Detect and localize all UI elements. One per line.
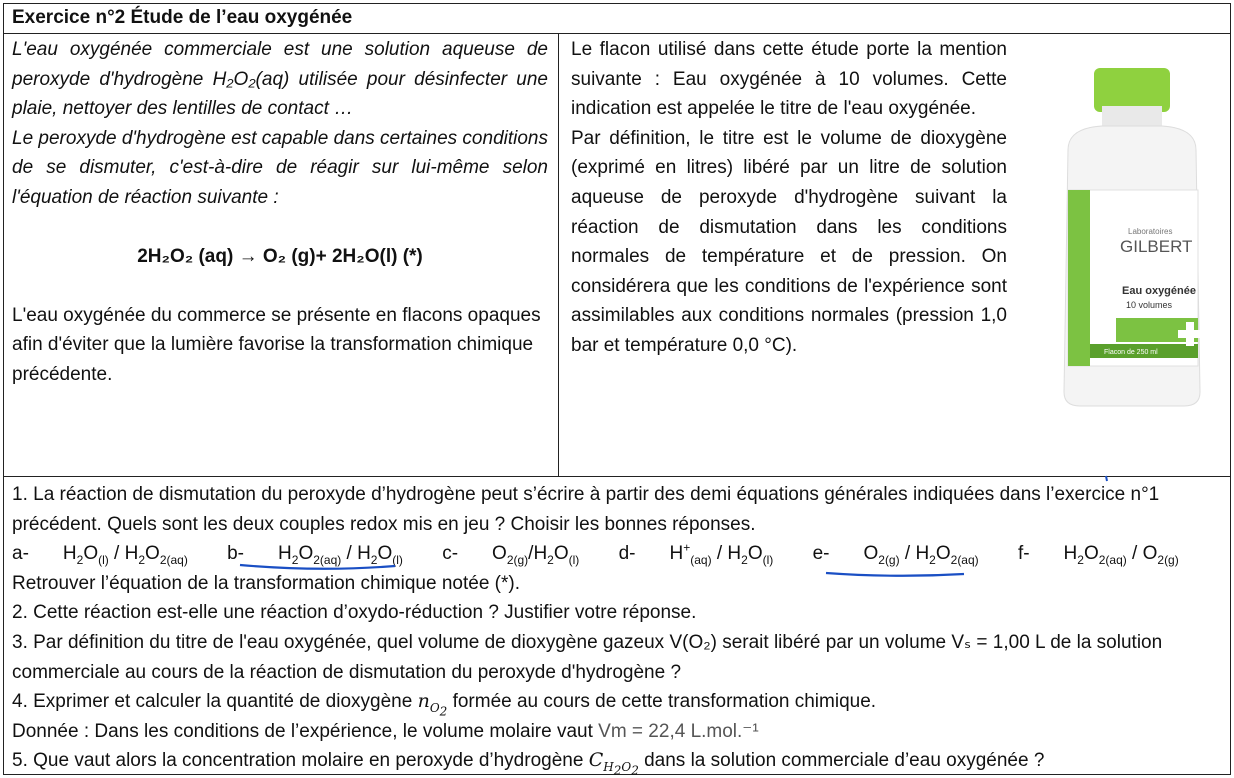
bottle-cap — [1094, 68, 1170, 112]
bottle-image — [1028, 62, 1228, 412]
brand-top-text: Laboratoires — [1128, 227, 1173, 236]
questions-section — [12, 480, 1226, 776]
n-o2-symbol: $n_{O_2}$ — [417, 690, 448, 719]
molar-volume: Vm = 22,4 L.mol.⁻¹ — [598, 720, 759, 742]
dismutation-paragraph: Le peroxyde d'hydrogène est capable dans certaines conditions de se dismuter, c'est-à-dire de réagir sur lui-même selon l'équation de réaction suivante : — [12, 127, 548, 208]
choice-f: $f-H_2O_{2(aq)} / O_{2(g)}$ — [1017, 543, 1179, 567]
choice-a: $a-H_2O_{(l)} / H_2O_{2(aq)}$ — [12, 543, 188, 567]
exercise-title: Exercice n°2 Étude de l’eau oxygénée — [4, 4, 1230, 34]
choice-e: $e-O_{2(g)} / H_2O_{2(aq)}$ — [812, 543, 979, 567]
volumes-text: 10 volumes — [1126, 300, 1173, 310]
question-4: 4. Exprimer et calculer la quantité de dioxygène $n_{O_2}$ formée au cours de cette transformation chimique. — [12, 690, 877, 719]
section-divider — [4, 476, 1230, 477]
choice-d: $d-H^+_{(aq)} / H_2O_{(l)}$ — [618, 540, 774, 567]
choice-c: $c-O_{2(g)}/H_2O_{(l)}$ — [442, 543, 580, 567]
product-text: Eau oxygénée — [1122, 285, 1196, 297]
size-text: Flacon de 250 ml — [1104, 349, 1158, 356]
label-stripe — [1068, 190, 1090, 366]
left-column — [12, 35, 548, 389]
middle-column — [571, 35, 1007, 361]
question-2: 2. Cette réaction est-elle une réaction d’oxydo-réduction ? Justifier votre réponse. — [12, 602, 697, 624]
c-h2o2-symbol: $C_{H_2O_2}$ — [588, 749, 639, 778]
choice-b: $b-H_2O_{2(aq)} / H_2O_{(l)}$ — [227, 543, 403, 567]
exercise-frame — [3, 3, 1231, 778]
titre-definition-paragraph: Par définition, le titre est le volume de dioxygène (exprimé en litres) libéré par un litre de solution aqueuse de peroxyde d'hydrogène suivant la réaction de dismutation dans les conditions normales de température et de pression. On considérera que les conditions de l'expérience sont assimilables aux conditions normales (pression 1,0 bar et température 0,0 °C). — [571, 127, 1007, 356]
reaction-equation: 2H₂O₂ (aq) → O₂ (g)+ 2H₂O(l) (*) — [137, 246, 423, 267]
brand-text: GILBERT — [1120, 237, 1193, 256]
question-3: 3. Par définition du titre de l'eau oxygénée, quel volume de dioxygène gazeux V(O₂) serait libéré par un volume Vₛ = 1,00 L de la solution commerciale au cours de la réaction de dismutation du peroxyde d'hydrogène ? — [12, 631, 1163, 683]
packaging-paragraph: L'eau oxygénée du commerce se présente en flacons opaques afin d'éviter que la lumière favorise la transformation chimique précédente. — [12, 304, 541, 385]
question-1: 1. La réaction de dismutation du peroxyde d’hydrogène peut s’écrire à partir des demi équations générales indiquées dans l’exercice n°1 précédent. Quels sont les deux couples redox mis en jeu ? Choisir les bonnes réponses. — [12, 484, 1160, 535]
question-1b: Retrouver l’équation de la transformation chimique notée (*). — [12, 572, 520, 594]
question-5: 5. Que vaut alors la concentration molaire en peroxyde d’hydrogène $C_{H_2O_2}$ dans la solution commerciale d’eau oxygénée ? — [12, 749, 1045, 778]
donnee: Donnée : Dans les conditions de l’expérience, le volume molaire vaut Vm = 22,4 L.mol.⁻¹ — [12, 720, 759, 742]
intro-paragraph: L'eau oxygénée commerciale est une solution aqueuse de peroxyde d'hydrogène H₂O₂(aq) utilisée pour désinfecter une plaie, nettoyer des lentilles de contact … — [12, 39, 548, 119]
column-divider — [558, 34, 559, 476]
label-paragraph: Le flacon utilisé dans cette étude porte la mention suivante : Eau oxygénée à 10 volumes. Cette indication est appelée le titre de l'eau oxygénée. — [571, 39, 1007, 120]
choices-row — [12, 539, 1226, 569]
